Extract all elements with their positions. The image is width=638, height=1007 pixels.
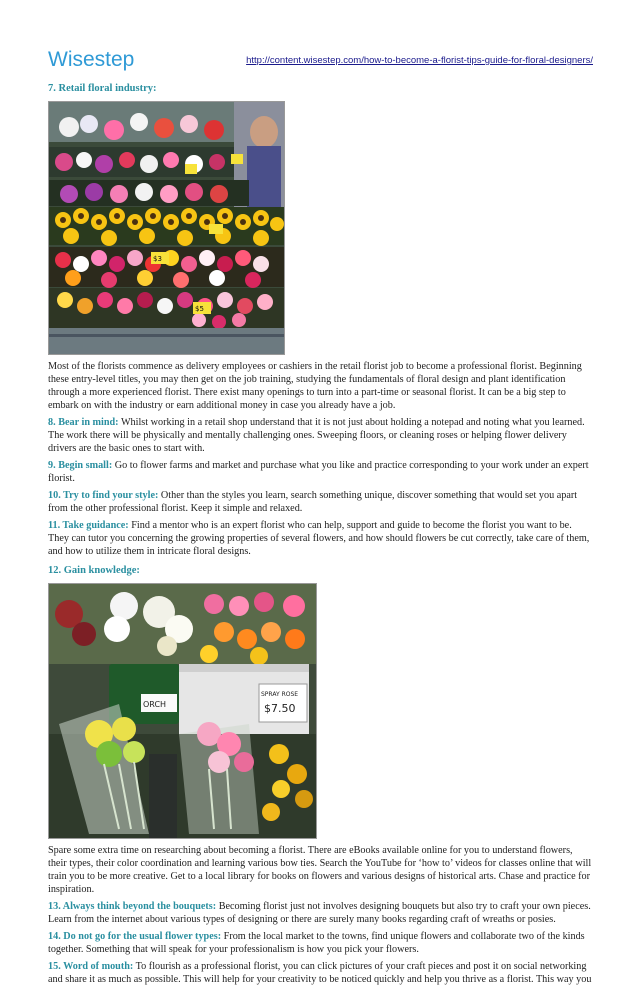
section-9-text: Go to flower farms and market and purchase what you like and practice corresponding to your work under an expert florist. bbox=[48, 460, 589, 484]
section-15-label: 15. Word of mouth: bbox=[48, 961, 134, 972]
section-14-paragraph bbox=[48, 930, 593, 956]
section-9-paragraph bbox=[48, 459, 593, 485]
orchid-label: ORCH bbox=[143, 700, 167, 709]
section-13-text: Becoming florist just not involves designing bouquets but also try to craft your own pieces. Learn from the internet about various types of designing or there are surely many books regarding craft of wreaths or posies. bbox=[48, 901, 591, 925]
section-10-label: 10. Try to find your style: bbox=[48, 490, 159, 501]
section-13-label: 13. Always think beyond the bouquets: bbox=[48, 901, 217, 912]
source-url-link[interactable]: http://content.wisestep.com/how-to-become-a-florist-tips-guide-for-floral-designers/ bbox=[246, 55, 593, 66]
section-11-text: Find a mentor who is an expert florist who can help, support and guide to become the florist you want to be. They can tutor you concerning the growing properties of several flowers, and how should flowers be cut correctly, take care of them, and how to utilize them in intricate floral designs. bbox=[48, 520, 590, 557]
page-header bbox=[48, 46, 593, 72]
section-12-text: Spare some extra time on researching about becoming a florist. There are eBooks available online for you to understand flowers, their types, their color coordination and learning various bow ties. Search the YouTube for ‘how to’ videos for classes online that will train you to be more creative. Get to a local library for books on flowers and various designs of historical arts. Chase and practice for inspiration. bbox=[48, 845, 592, 895]
section-12-heading: 12. Gain knowledge: bbox=[48, 565, 140, 576]
section-15-text: To flourish as a professional florist, you can click pictures of your craft pieces and post it on social networking and share it as much as possible. This will help for your creativity to be noticed quickly and help you thrive as a florist. This way you bbox=[48, 961, 592, 985]
brand-name: Wisestep bbox=[48, 48, 135, 71]
flower-buckets-photo bbox=[48, 583, 317, 839]
spray-rose-price: $7.50 bbox=[264, 702, 296, 715]
section-9-label: 9. Begin small: bbox=[48, 460, 113, 471]
article-content bbox=[48, 82, 593, 990]
section-14-text: From the local market to the towns, find unique flowers and collaborate two of the kinds together. Something that will speak for your professionalism is how you pick your flowers. bbox=[48, 931, 585, 955]
flower-market-photo bbox=[48, 101, 285, 355]
section-14-label: 14. Do not go for the usual flower types: bbox=[48, 931, 222, 942]
section-8-paragraph bbox=[48, 416, 593, 455]
section-8-text: Whilst working in a retail shop understand that it is not just about holding a notepad and noting what you learned. The work there will be physically and mentally challenging ones. Sweeping floors, or cleaning roses or helping flower delivery drivers are the basic ones to start with. bbox=[48, 417, 585, 454]
price-sign-2: $3 bbox=[153, 255, 162, 263]
section-7-text: Most of the florists commence as delivery employees or cashiers in the retail florist job to become a professional florist. Beginning these entry-level titles, you may then get on the job training, studying the fundamentals of floral design and plant identification through a more experienced florist. There exist many openings to turn into a part-time or seasonal florist. It can be a big step to embark on with the industry or earn additional money in case you already have a job. bbox=[48, 361, 582, 411]
section-10-text: Other than the styles you learn, search something unique, discover something that would set you apart from the other professional florist. Keep it simple and relaxed. bbox=[48, 490, 578, 514]
section-13-paragraph bbox=[48, 900, 593, 926]
section-11-label: 11. Take guidance: bbox=[48, 520, 129, 531]
section-15-paragraph bbox=[48, 960, 593, 986]
spray-rose-label: SPRAY ROSE bbox=[261, 691, 299, 698]
section-11-paragraph bbox=[48, 519, 593, 558]
section-10-paragraph bbox=[48, 489, 593, 515]
section-7-heading: 7. Retail floral industry: bbox=[48, 83, 157, 94]
price-sign-1: $5 bbox=[195, 305, 204, 313]
section-8-label: 8. Bear in mind: bbox=[48, 417, 119, 428]
